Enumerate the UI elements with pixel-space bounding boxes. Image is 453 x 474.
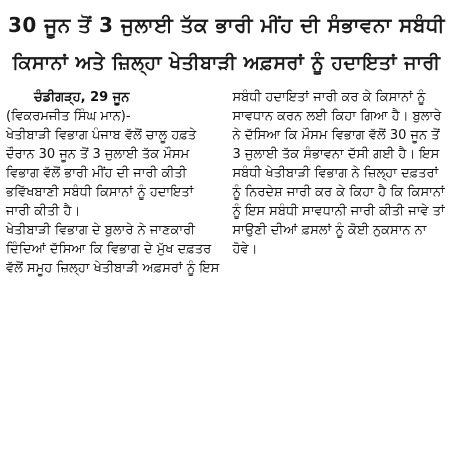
dateline: ਚੰਡੀਗੜ੍ਹ, 29 ਜੂਨ [34, 90, 130, 105]
article-body [6, 88, 447, 278]
headline-line-2: ਕਿਸਾਨਾਂ ਅਤੇ ਜ਼ਿਲ੍ਹਾ ਖੇਤੀਬਾੜੀ ਅਫ਼ਸਰਾਂ ਨੂੰ ਹਦਾਇਤਾਂ ਜਾਰੀ [12, 52, 441, 74]
article-column-left [6, 88, 221, 278]
paragraph-2: ਖੇਤੀਬਾੜੀ ਵਿਭਾਗ ਦੇ ਬੁਲਾਰੇ ਨੇ ਜਾਣਕਾਰੀ ਦਿੰਦਿਆਂ ਦੱਸਿਆ ਕਿ ਵਿਭਾਗ ਦੇ ਮੁੱਖ ਦਫ਼ਤਰ ਵੱਲੋਂ ਸਮੂਹ ਜ਼ਿਲ੍ਹਾ ਖੇਤੀਬਾੜੀ ਅਫ਼ਸਰਾਂ ਨੂੰ ਇਸ [6, 223, 220, 276]
article-column-right [233, 88, 448, 278]
paragraph-3: ਸਬੰਧੀ ਹਦਾਇਤਾਂ ਜਾਰੀ ਕਰ ਕੇ ਕਿਸਾਨਾਂ ਨੂੰ ਸਾਵਧਾਨ ਕਰਨ ਲਈ ਕਿਹਾ ਗਿਆ ਹੈ। ਬੁਲਾਰੇ ਨੇ ਦੱਸਿਆ ਕਿ ਮੌਸਮ ਵਿਭਾਗ ਵੱਲੋਂ 30 ਜੂਨ ਤੋਂ 3 ਜੁਲਾਈ ਤੱਕ ਸੰਭਾਵਨਾ ਦੱਸੀ ਗਈ ਹੈ। ਇਸ ਸਬੰਧੀ ਖੇਤੀਬਾੜੀ ਵਿਭਾਗ ਨੇ ਜ਼ਿਲ੍ਹਾ ਦਫ਼ਤਰਾਂ ਨੂੰ ਨਿਰਦੇਸ਼ ਜਾਰੀ ਕਰ ਕੇ ਕਿਹਾ ਹੈ ਕਿ ਕਿਸਾਨਾਂ ਨੂੰ ਇਸ ਸਬੰਧੀ ਸਾਵਧਾਨੀ ਜਾਰੀ ਕੀਤੀ ਜਾਵੇ ਤਾਂ ਸਾਉਣੀ ਦੀਆਂ ਫ਼ਸਲਾਂ ਨੂੰ ਕੋਈ ਨੁਕਸਾਨ ਨਾ ਹੋਵੇ। [232, 90, 445, 257]
paragraph-1: ਖੇਤੀਬਾੜੀ ਵਿਭਾਗ ਪੰਜਾਬ ਵੱਲੋਂ ਚਾਲੂ ਹਫ਼ਤੇ ਦੌਰਾਨ 30 ਜੂਨ ਤੋਂ 3 ਜੁਲਾਈ ਤੱਕ ਮੌਸਮ ਵਿਭਾਗ ਵੱਲੋਂ ਭਾਰੀ ਮੀਂਹ ਦੀ ਜਾਰੀ ਕੀਤੀ ਭਵਿੱਖਬਾਣੀ ਸਬੰਧੀ ਕਿਸਾਨਾਂ ਨੂੰ ਹਦਾਇਤਾਂ ਜਾਰੀ ਕੀਤੀ ਹੈ। [6, 128, 197, 219]
headline [6, 6, 447, 82]
byline: (ਵਿਕਰਮਜੀਤ ਸਿੰਘ ਮਾਨ)- [6, 109, 131, 124]
headline-line-1: 30 ਜੂਨ ਤੋਂ 3 ਜੁਲਾਈ ਤੱਕ ਭਾਰੀ ਮੀਂਹ ਦੀ ਸੰਭਾਵਨਾ ਸਬੰਧੀ [7, 13, 446, 37]
article-meta [6, 88, 221, 126]
